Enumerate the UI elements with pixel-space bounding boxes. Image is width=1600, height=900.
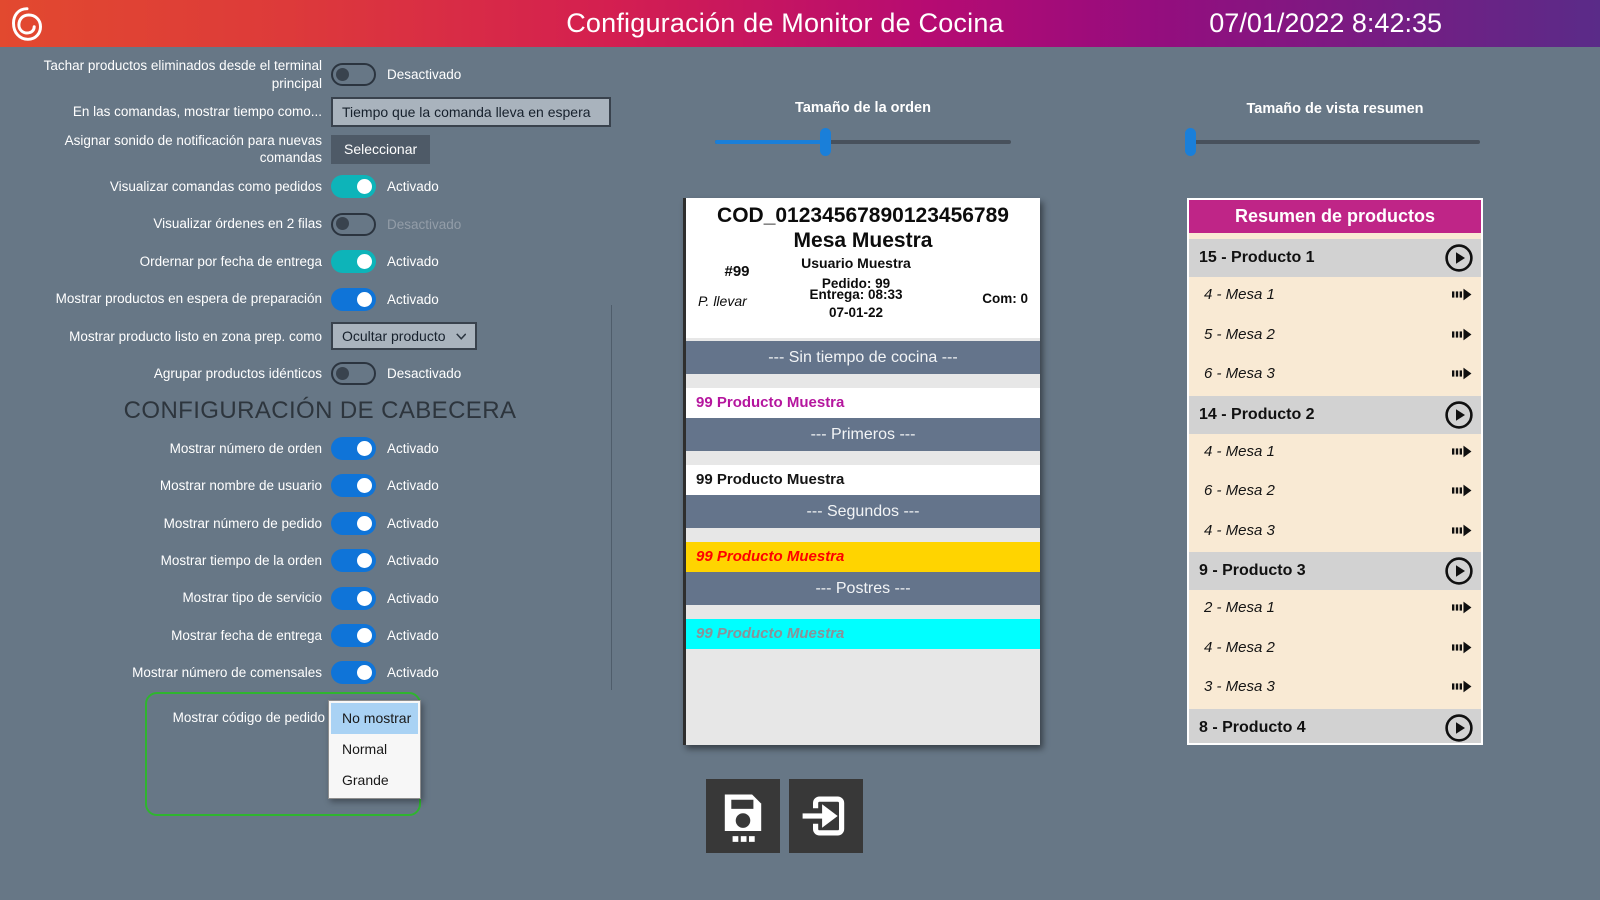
order-pedido: Pedido: 99 bbox=[821, 276, 891, 291]
setting-row-producto-listo bbox=[0, 318, 640, 355]
setting-label: Visualizar órdenes en 2 filas bbox=[153, 216, 322, 232]
setting-row-tachar bbox=[0, 56, 640, 93]
toggle-ordenar-fecha[interactable] bbox=[331, 250, 376, 273]
summary-mesa-label: 4 - Mesa 1 bbox=[1204, 442, 1275, 460]
bars-arrow-icon bbox=[1452, 327, 1472, 342]
toggle-status: Activado bbox=[387, 515, 439, 531]
order-card-body bbox=[686, 338, 1040, 649]
toggle-status: Activado bbox=[387, 590, 439, 606]
summary-product-row bbox=[1189, 239, 1481, 277]
play-product-button[interactable] bbox=[1444, 556, 1474, 586]
setting-row-tiempo-orden bbox=[0, 542, 640, 579]
setting-label: Mostrar tiempo de la orden bbox=[160, 553, 322, 568]
setting-row-espera-prep bbox=[0, 280, 640, 317]
toggle-agrupar-identicos[interactable] bbox=[331, 362, 376, 385]
bars-arrow-icon bbox=[1452, 287, 1472, 302]
order-card-header bbox=[686, 198, 1040, 338]
play-circle-icon bbox=[1444, 713, 1474, 743]
order-size-slider-fill bbox=[715, 140, 825, 144]
summary-product-label: 14 - Producto 2 bbox=[1199, 405, 1315, 423]
toggle-status: Activado bbox=[387, 628, 439, 644]
save-button[interactable] bbox=[706, 779, 780, 853]
toggle-tiempo-orden[interactable] bbox=[331, 549, 376, 572]
setting-label: Ordernar por fecha de entrega bbox=[139, 253, 322, 269]
summary-product-label: 9 - Producto 3 bbox=[1199, 562, 1306, 579]
select-value: Tiempo que la comanda lleva en espera bbox=[342, 104, 591, 121]
order-product-row: 99 Producto Muestra bbox=[686, 388, 1040, 418]
setting-row-tipo-servicio bbox=[0, 579, 640, 616]
summary-mesa-label: 4 - Mesa 1 bbox=[1204, 286, 1275, 303]
summary-mesa-row bbox=[1189, 669, 1481, 704]
setting-label: Mostrar número de pedido bbox=[163, 515, 322, 531]
dropdown-option-no-mostrar[interactable]: No mostrar bbox=[331, 703, 418, 734]
summary-mesa-row bbox=[1189, 630, 1481, 665]
setting-row-comandas-pedidos bbox=[0, 168, 640, 205]
bars-arrow-icon bbox=[1452, 366, 1472, 381]
order-user: Usuario Muestra bbox=[801, 255, 911, 271]
summary-size-slider bbox=[1190, 128, 1480, 156]
summary-mesa-label: 2 - Mesa 1 bbox=[1204, 599, 1275, 616]
setting-label: Tachar productos eliminados desde el terminal principal bbox=[43, 58, 322, 91]
order-preview-card bbox=[683, 198, 1040, 745]
bars-arrow-icon bbox=[1452, 444, 1472, 459]
setting-row-num-pedido bbox=[0, 505, 640, 542]
setting-label: Mostrar nombre de usuario bbox=[159, 478, 322, 494]
order-course-group bbox=[686, 341, 1040, 374]
toggle-espera-preparacion[interactable] bbox=[331, 288, 376, 311]
summary-mesa-row bbox=[1189, 277, 1481, 312]
settings-column bbox=[0, 56, 640, 692]
toggle-tachar-productos[interactable] bbox=[331, 63, 376, 86]
order-course-group bbox=[686, 388, 1040, 451]
toggle-status: Activado bbox=[387, 478, 439, 494]
course-band: --- Sin tiempo de cocina --- bbox=[686, 341, 1040, 374]
toggle-numero-comensales[interactable] bbox=[331, 661, 376, 684]
play-circle-icon bbox=[1444, 556, 1474, 586]
toggle-status: Activado bbox=[387, 254, 439, 270]
order-product-row: 99 Producto Muestra bbox=[686, 619, 1040, 649]
summary-product-row bbox=[1189, 396, 1481, 434]
order-code-dropdown bbox=[328, 700, 421, 799]
order-product-row: 99 Producto Muestra bbox=[686, 465, 1040, 495]
select-tiempo-comandas[interactable] bbox=[331, 97, 611, 127]
send-mesa-button[interactable] bbox=[1452, 366, 1472, 381]
order-course-group bbox=[686, 465, 1040, 528]
send-mesa-button[interactable] bbox=[1452, 287, 1472, 302]
select-value: Ocultar producto bbox=[342, 328, 446, 345]
summary-size-slider-track[interactable] bbox=[1190, 140, 1480, 144]
toggle-status: Desactivado bbox=[387, 216, 462, 232]
course-band: --- Postres --- bbox=[686, 572, 1040, 605]
toggle-status: Activado bbox=[387, 665, 439, 681]
setting-label: Mostrar tipo de servicio bbox=[182, 590, 322, 606]
send-mesa-button[interactable] bbox=[1452, 600, 1472, 615]
bars-arrow-icon bbox=[1452, 483, 1472, 498]
bars-arrow-icon bbox=[1452, 523, 1472, 538]
chevron-down-icon bbox=[456, 332, 467, 341]
setting-label: Mostrar fecha de entrega bbox=[171, 627, 322, 643]
order-number: #99 bbox=[724, 263, 750, 280]
toggle-tipo-servicio[interactable] bbox=[331, 587, 376, 610]
setting-row-fecha-entrega-cab bbox=[0, 617, 640, 654]
bars-arrow-icon bbox=[1452, 600, 1472, 615]
sound-select-button[interactable]: Seleccionar bbox=[331, 135, 430, 164]
setting-row-agrupar bbox=[0, 355, 640, 392]
column-divider bbox=[611, 305, 612, 690]
summary-product-label: 15 - Producto 1 bbox=[1199, 249, 1315, 266]
summary-title: Resumen de productos bbox=[1189, 200, 1481, 233]
toggle-fecha-entrega[interactable] bbox=[331, 624, 376, 647]
select-producto-listo[interactable] bbox=[331, 322, 477, 350]
summary-mesa-label: 5 - Mesa 2 bbox=[1204, 325, 1275, 343]
header-config-title: CONFIGURACIÓN DE CABECERA bbox=[123, 397, 517, 425]
toggle-numero-orden[interactable] bbox=[331, 437, 376, 460]
order-size-slider-label: Tamaño de la orden bbox=[795, 100, 931, 116]
toggle-status: Desactivado bbox=[387, 67, 462, 83]
play-product-button[interactable] bbox=[1444, 400, 1474, 430]
play-product-button[interactable] bbox=[1444, 243, 1474, 273]
summary-mesa-label: 4 - Mesa 2 bbox=[1204, 638, 1275, 656]
order-entrega: Entrega: 08:33 bbox=[809, 287, 903, 302]
dropdown-option-grande[interactable]: Grande bbox=[342, 772, 389, 788]
exit-button[interactable] bbox=[789, 779, 863, 853]
summary-mesa-label: 6 - Mesa 2 bbox=[1204, 482, 1275, 499]
toggle-comandas-pedidos[interactable] bbox=[331, 175, 376, 198]
send-mesa-button[interactable] bbox=[1452, 483, 1472, 498]
summary-mesa-row bbox=[1189, 513, 1481, 548]
summary-panel bbox=[1187, 198, 1483, 745]
order-table: Mesa Muestra bbox=[793, 229, 933, 252]
setting-row-num-orden bbox=[0, 430, 640, 467]
service-type: P. llevar bbox=[698, 293, 747, 309]
summary-product-label: 8 - Producto 4 bbox=[1199, 718, 1306, 736]
setting-label: Mostrar producto listo en zona prep. como bbox=[69, 328, 322, 344]
order-product-row: 99 Producto Muestra bbox=[686, 542, 1040, 572]
setting-label: Mostrar número de comensales bbox=[132, 665, 322, 681]
setting-row-tiempo bbox=[0, 93, 640, 130]
play-product-button[interactable] bbox=[1444, 713, 1474, 743]
summary-mesa-row bbox=[1189, 473, 1481, 508]
summary-mesa-row bbox=[1189, 317, 1481, 352]
summary-mesa-label: 6 - Mesa 3 bbox=[1204, 365, 1275, 382]
summary-size-slider-label: Tamaño de vista resumen bbox=[1246, 101, 1424, 117]
order-code-group bbox=[145, 692, 421, 816]
setting-row-sonido bbox=[0, 131, 640, 168]
setting-row-2filas bbox=[0, 206, 640, 243]
course-band: --- Primeros --- bbox=[686, 418, 1040, 451]
setting-label: Visualizar comandas como pedidos bbox=[109, 179, 322, 195]
send-mesa-button[interactable] bbox=[1452, 444, 1472, 459]
summary-mesa-row bbox=[1189, 590, 1481, 625]
summary-mesa-label: 4 - Mesa 3 bbox=[1204, 521, 1275, 539]
toggle-ordenes-2filas[interactable] bbox=[331, 213, 376, 236]
course-band: --- Segundos --- bbox=[686, 495, 1040, 528]
setting-row-comensales bbox=[0, 654, 640, 691]
order-size-slider bbox=[715, 128, 1011, 156]
summary-mesa-row bbox=[1189, 434, 1481, 469]
toggle-numero-pedido[interactable] bbox=[331, 512, 376, 535]
setting-label: Mostrar número de orden bbox=[169, 440, 322, 456]
toggle-status: Activado bbox=[387, 553, 439, 569]
setting-row-nombre-usuario bbox=[0, 467, 640, 504]
order-date: 07-01-22 bbox=[828, 305, 884, 320]
toggle-status: Activado bbox=[387, 291, 439, 307]
floppy-disk-icon bbox=[717, 788, 769, 844]
order-code-label: Mostrar código de pedido bbox=[172, 710, 325, 725]
toggle-status: Activado bbox=[387, 179, 439, 195]
summary-mesa-row bbox=[1189, 356, 1481, 391]
setting-label: Mostrar productos en espera de preparación bbox=[55, 291, 322, 307]
play-circle-icon bbox=[1444, 243, 1474, 273]
send-mesa-button[interactable] bbox=[1452, 679, 1472, 694]
order-course-group bbox=[686, 619, 1040, 649]
toggle-status: Desactivado bbox=[387, 366, 462, 382]
topbar bbox=[0, 0, 1600, 47]
send-mesa-button[interactable] bbox=[1452, 327, 1472, 342]
bars-arrow-icon bbox=[1452, 679, 1472, 694]
order-covers: Com: 0 bbox=[982, 291, 1028, 306]
dropdown-option-normal[interactable]: Normal bbox=[342, 741, 388, 757]
summary-mesa-label: 3 - Mesa 3 bbox=[1204, 678, 1275, 695]
setting-label: Asignar sonido de notificación para nuevas comandas bbox=[64, 132, 322, 166]
bars-arrow-icon bbox=[1452, 640, 1472, 655]
summary-product-row bbox=[1189, 552, 1481, 590]
toggle-status: Activado bbox=[387, 441, 439, 457]
play-circle-icon bbox=[1444, 400, 1474, 430]
toggle-nombre-usuario[interactable] bbox=[331, 474, 376, 497]
summary-size-slider-handle[interactable] bbox=[1185, 128, 1196, 156]
setting-row-fecha-entrega bbox=[0, 243, 640, 280]
datetime: 07/01/2022 8:42:35 bbox=[1209, 8, 1442, 38]
summary-body bbox=[1189, 233, 1481, 745]
setting-label: Agrupar productos idénticos bbox=[153, 366, 322, 382]
order-code: COD_01234567890123456789 bbox=[717, 204, 1009, 227]
order-size-slider-handle[interactable] bbox=[820, 128, 831, 156]
send-mesa-button[interactable] bbox=[1452, 523, 1472, 538]
send-mesa-button[interactable] bbox=[1452, 640, 1472, 655]
order-course-group bbox=[686, 542, 1040, 605]
setting-label: En las comandas, mostrar tiempo como... bbox=[72, 104, 322, 120]
page-title: Configuración de Monitor de Cocina bbox=[566, 8, 1004, 38]
summary-product-row bbox=[1189, 709, 1481, 746]
exit-arrow-icon bbox=[800, 790, 852, 842]
